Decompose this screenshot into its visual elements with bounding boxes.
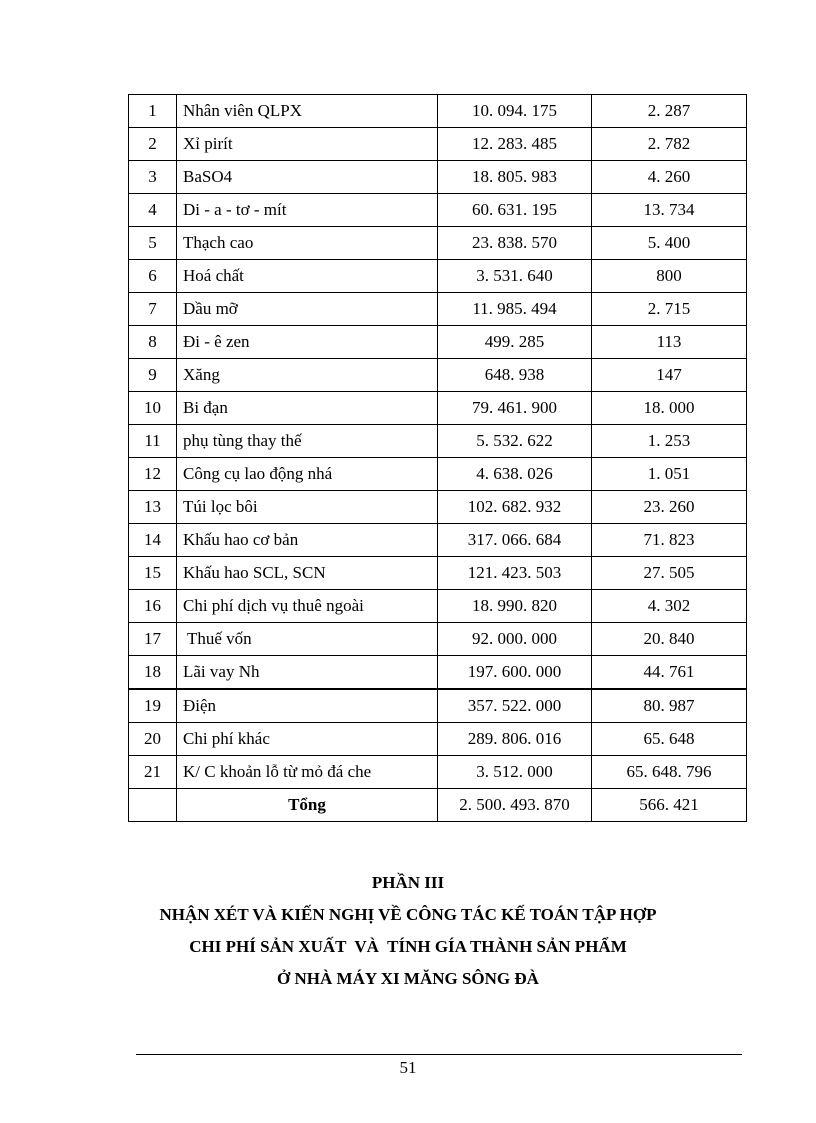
- cost-item-name: Thuế vốn: [177, 623, 438, 656]
- cost-amount: 12. 283. 485: [438, 128, 592, 161]
- cost-per-unit: 65. 648. 796: [592, 756, 747, 789]
- cost-item-name: Chi phí khác: [177, 723, 438, 756]
- total-label: Tổng: [177, 789, 438, 822]
- table-row: [129, 656, 747, 690]
- row-number: 19: [129, 689, 177, 723]
- cost-per-unit: 5. 400: [592, 227, 747, 260]
- table-row: [129, 557, 747, 590]
- footer-divider: [136, 1054, 742, 1055]
- cost-amount: 18. 990. 820: [438, 590, 592, 623]
- row-number: 21: [129, 756, 177, 789]
- table-row: [129, 359, 747, 392]
- cost-per-unit: 23. 260: [592, 491, 747, 524]
- cost-item-name: Nhân viên QLPX: [177, 95, 438, 128]
- table-row: [129, 689, 747, 723]
- cost-item-name: Xỉ pirít: [177, 128, 438, 161]
- cost-per-unit: 13. 734: [592, 194, 747, 227]
- cost-item-name: Lãi vay Nh: [177, 656, 438, 690]
- table-row: [129, 95, 747, 128]
- cost-amount: 79. 461. 900: [438, 392, 592, 425]
- cost-table: [128, 94, 747, 822]
- cost-item-name: BaSO4: [177, 161, 438, 194]
- cost-per-unit: 4. 302: [592, 590, 747, 623]
- cost-amount: 102. 682. 932: [438, 491, 592, 524]
- row-number: 14: [129, 524, 177, 557]
- table-row: [129, 392, 747, 425]
- table-row: [129, 590, 747, 623]
- cost-item-name: Dầu mỡ: [177, 293, 438, 326]
- cost-per-unit: 113: [592, 326, 747, 359]
- table-row: [129, 458, 747, 491]
- table-row: [129, 491, 747, 524]
- cost-per-unit: 20. 840: [592, 623, 747, 656]
- section-part-title: PHẦN III: [371, 873, 445, 892]
- row-number: 6: [129, 260, 177, 293]
- total-amount: 2. 500. 493. 870: [438, 789, 592, 822]
- total-per-unit: 566. 421: [592, 789, 747, 822]
- row-number: 16: [129, 590, 177, 623]
- table-row: [129, 260, 747, 293]
- table-row: [129, 326, 747, 359]
- cost-item-name: Chi phí dịch vụ thuê ngoài: [177, 590, 438, 623]
- cost-item-name: Bi đạn: [177, 392, 438, 425]
- cost-item-name: Túi lọc bôi: [177, 491, 438, 524]
- row-number: 5: [129, 227, 177, 260]
- cost-per-unit: 1. 051: [592, 458, 747, 491]
- cost-per-unit: 147: [592, 359, 747, 392]
- cost-amount: 3. 531. 640: [438, 260, 592, 293]
- cost-amount: 23. 838. 570: [438, 227, 592, 260]
- cost-amount: 18. 805. 983: [438, 161, 592, 194]
- row-number: 17: [129, 623, 177, 656]
- table-row: [129, 723, 747, 756]
- cost-per-unit: 2. 715: [592, 293, 747, 326]
- row-number: 13: [129, 491, 177, 524]
- total-row: [129, 789, 747, 822]
- cost-amount: 317. 066. 684: [438, 524, 592, 557]
- cost-item-name: Di - a - tơ - mít: [177, 194, 438, 227]
- cost-amount: 3. 512. 000: [438, 756, 592, 789]
- row-number: 20: [129, 723, 177, 756]
- cost-amount: 357. 522. 000: [438, 689, 592, 723]
- cost-amount: 92. 000. 000: [438, 623, 592, 656]
- row-number: 1: [129, 95, 177, 128]
- cost-item-name: phụ tùng thay thế: [177, 425, 438, 458]
- cost-item-name: K/ C khoản lỗ từ mỏ đá che: [177, 756, 438, 789]
- cost-item-name: Hoá chất: [177, 260, 438, 293]
- section-heading-line-1: NHẬN XÉT VÀ KIẾN NGHỊ VỀ CÔNG TÁC KẾ TOÁN TẬP HỢP: [159, 905, 657, 924]
- cost-per-unit: 2. 287: [592, 95, 747, 128]
- cost-amount: 11. 985. 494: [438, 293, 592, 326]
- row-number: 11: [129, 425, 177, 458]
- cost-per-unit: 80. 987: [592, 689, 747, 723]
- section-heading-line-2: CHI PHÍ SẢN XUẤT VÀ TÍNH GÍA THÀNH SẢN PHẨM: [189, 937, 627, 956]
- table-row: [129, 293, 747, 326]
- cost-per-unit: 800: [592, 260, 747, 293]
- cost-per-unit: 2. 782: [592, 128, 747, 161]
- cost-item-name: Khấu hao SCL, SCN: [177, 557, 438, 590]
- cost-per-unit: 1. 253: [592, 425, 747, 458]
- row-number: 12: [129, 458, 177, 491]
- row-number: 9: [129, 359, 177, 392]
- cost-amount: 499. 285: [438, 326, 592, 359]
- cost-amount: 289. 806. 016: [438, 723, 592, 756]
- table-row: [129, 756, 747, 789]
- cost-item-name: Khấu hao cơ bản: [177, 524, 438, 557]
- table-row: [129, 161, 747, 194]
- row-number: 7: [129, 293, 177, 326]
- cost-per-unit: 65. 648: [592, 723, 747, 756]
- table-row: [129, 128, 747, 161]
- cost-table-body: [129, 95, 747, 822]
- cost-amount: 5. 532. 622: [438, 425, 592, 458]
- row-number: 4: [129, 194, 177, 227]
- row-number: 2: [129, 128, 177, 161]
- cost-item-name: Thạch cao: [177, 227, 438, 260]
- cost-item-name: Đi - ê zen: [177, 326, 438, 359]
- table-row: [129, 524, 747, 557]
- cost-per-unit: 18. 000: [592, 392, 747, 425]
- page-number: 51: [399, 1058, 417, 1077]
- row-number: 18: [129, 656, 177, 690]
- cost-amount: 197. 600. 000: [438, 656, 592, 690]
- cost-per-unit: 27. 505: [592, 557, 747, 590]
- cost-item-name: Xăng: [177, 359, 438, 392]
- cost-amount: 60. 631. 195: [438, 194, 592, 227]
- row-number: 8: [129, 326, 177, 359]
- table-row: [129, 425, 747, 458]
- row-number: 15: [129, 557, 177, 590]
- table-row: [129, 227, 747, 260]
- table-row: [129, 194, 747, 227]
- table-row: [129, 623, 747, 656]
- cost-item-name: Công cụ lao động nhá: [177, 458, 438, 491]
- section-heading-line-3: Ở NHÀ MÁY XI MĂNG SÔNG ĐÀ: [277, 969, 539, 988]
- cost-amount: 648. 938: [438, 359, 592, 392]
- cost-amount: 121. 423. 503: [438, 557, 592, 590]
- row-number: 10: [129, 392, 177, 425]
- cost-per-unit: 71. 823: [592, 524, 747, 557]
- cost-per-unit: 4. 260: [592, 161, 747, 194]
- cost-item-name: Điện: [177, 689, 438, 723]
- row-number: 3: [129, 161, 177, 194]
- cost-amount: 4. 638. 026: [438, 458, 592, 491]
- cost-per-unit: 44. 761: [592, 656, 747, 690]
- total-row-number: [129, 789, 177, 822]
- cost-amount: 10. 094. 175: [438, 95, 592, 128]
